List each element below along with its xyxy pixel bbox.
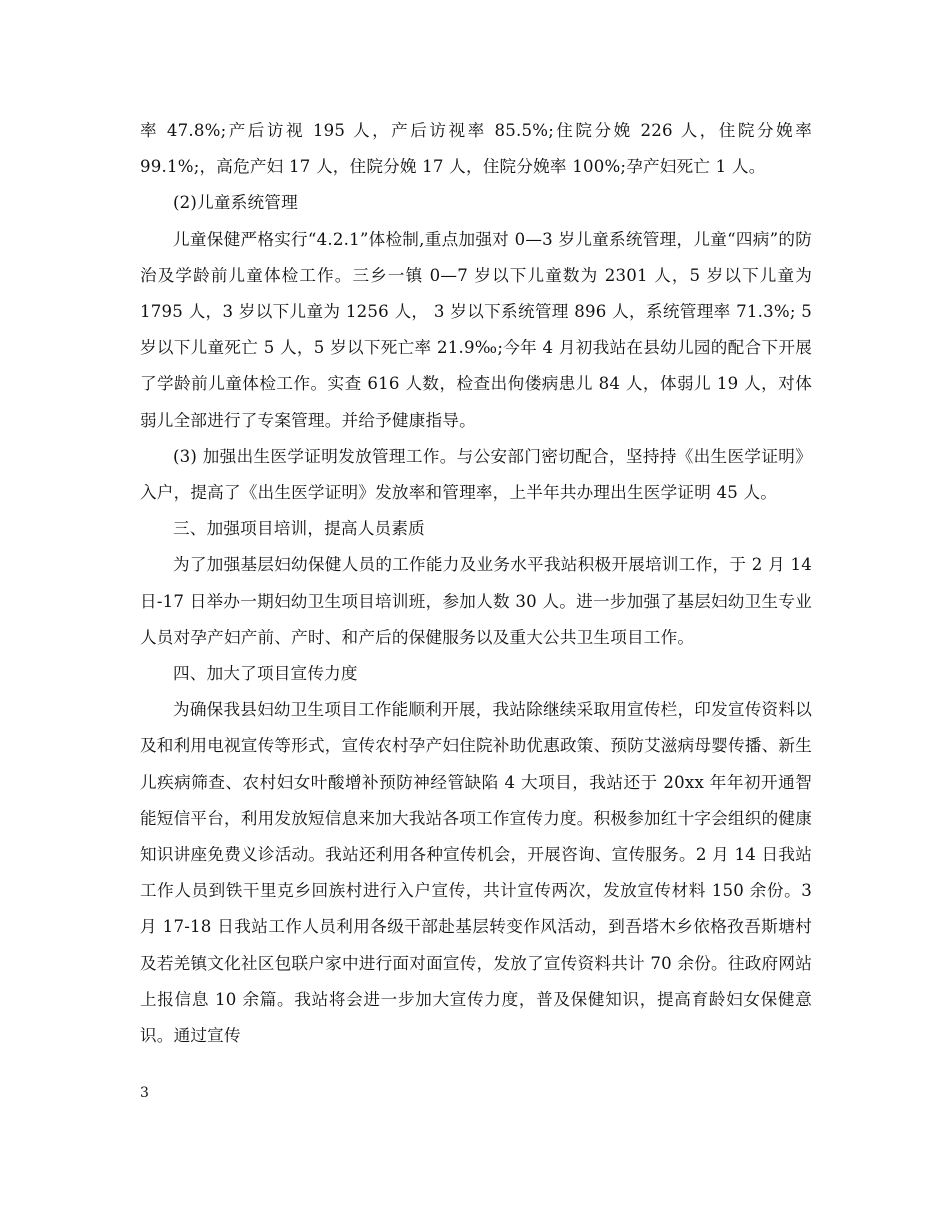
heading-child-system-management: (2)儿童系统管理	[173, 193, 298, 213]
paragraph-publicity: 为确保我县妇幼卫生项目工作能顺利开展，我站除继续采取用宣传栏，印发宣传资料以及和利用电视宣传等形式，宣传农村孕产妇住院补助优惠政策、预防艾滋病母婴传播、新生儿疾病筛查、农村妇女叶酸增补预防神经管缺陷 4 大项目，我站还于 20xx 年年初开通智能短信平台，利用发放短信息来加大我站各项工作宣传力度。积极参加红十字会组织的健康知识讲座免费义诊活动。我站还利用各种宣传机会，开展咨询、宣传服务。2 月 14 日我站工作人员到铁干里克乡回族村进行入户宣传，共计宣传两次，发放宣传材料 150 余份。3 月 17-18 日我站工作人员利用各级干部赴基层转变作风活动，到吾塔木乡依格孜吾斯塘村及若羌镇文化社区包联户家中进行面对面宣传，发放了宣传资料共计 70 余份。往政府网站上报信息 10 余篇。我站将会进一步加大宣传力度，普及保健知识，提高育龄妇女保健意识。通过宣传	[140, 700, 812, 1046]
paragraph-child-health: 儿童保健严格实行“4.2.1”体检制,重点加强对 0—3 岁儿童系统管理，儿童“四病”的防治及学龄前儿童体检工作。三乡一镇 0—7 岁以下儿童数为 2301 人，5 岁以下儿童为 1795 人，3 岁以下儿童为 1256 人， 3 岁以下系统管理 896 人，系统管理率 71.3%; 5 岁以下儿童死亡 5 人，5 岁以下死亡率 21.9‰;今年 4 月初我站在县幼儿园的配合下开展了学龄前儿童体检工作。实查 616 人数，检查出佝偻病患儿 84 人，体弱儿 19 人，对体弱儿全部进行了专案管理。并给予健康指导。	[140, 229, 812, 430]
paragraph-birth-certificate: (3) 加强出生医学证明发放管理工作。与公安部门密切配合，坚持持《出生医学证明》入户，提高了《出生医学证明》发放率和管理率，上半年共办理出生医学证明 45 人。	[140, 446, 812, 503]
paragraph-maternal-stats: 率 47.8%;产后访视 195 人，产后访视率 85.5%;住院分娩 226 人，住院分娩率 99.1%;，高危产妇 17 人，住院分娩 17 人，住院分娩率 100%;孕产妇死亡 1 人。	[140, 121, 812, 177]
page-number: 3	[140, 1085, 149, 1101]
heading-publicity: 四、加大了项目宣传力度	[173, 664, 358, 684]
document-body	[140, 113, 812, 1054]
paragraph-training: 为了加强基层妇幼保健人员的工作能力及业务水平我站积极开展培训工作，于 2 月 14 日-17 日举办一期妇幼卫生项目培训班，参加人数 30 人。进一步加强了基层妇幼卫生专业人员对孕产妇产前、产时、和产后的保健服务以及重大公共卫生项目工作。	[140, 555, 812, 647]
heading-training: 三、加强项目培训，提高人员素质	[173, 519, 425, 539]
